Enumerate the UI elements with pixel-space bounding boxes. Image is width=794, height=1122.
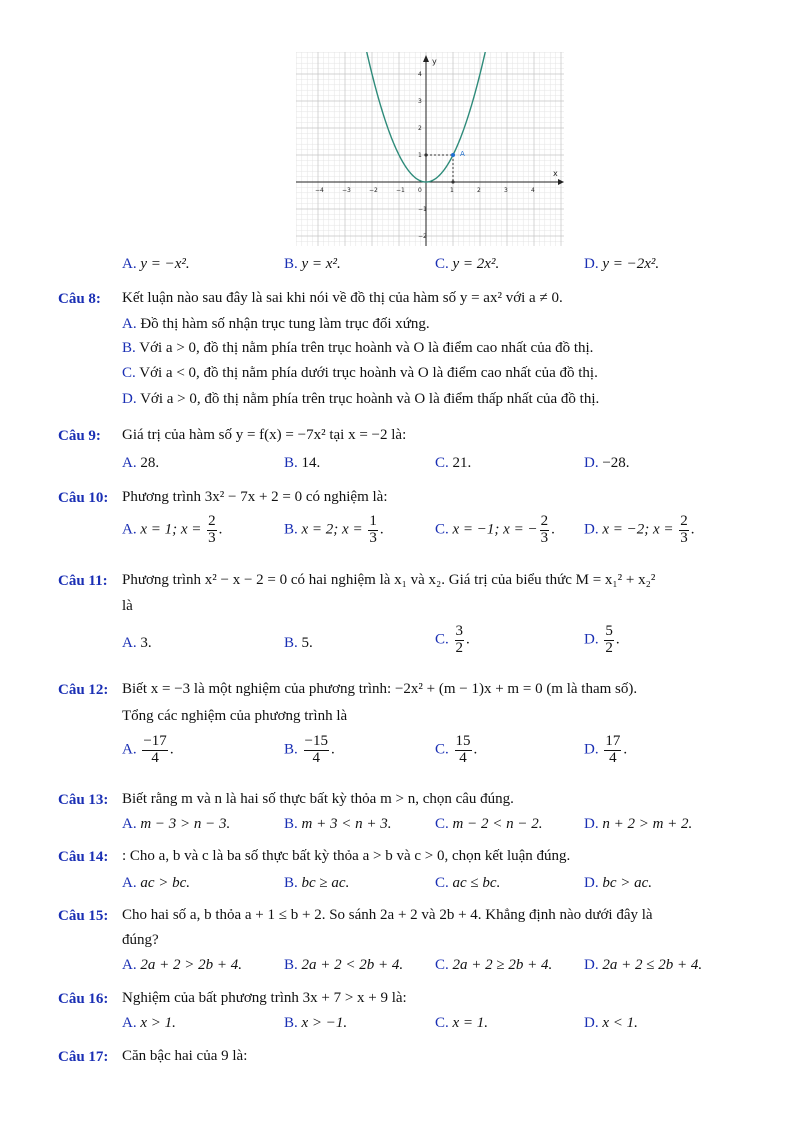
fraction-numerator: 3 <box>455 623 464 639</box>
q9-option-c: C. 21. <box>435 455 472 471</box>
y-tick-label: 4 <box>418 71 422 78</box>
q11-text: Phương trình x² − x − 2 = 0 có hai nghiệm là x₁ và x₂. Giá trị của biểu thức M = x₁² + x₂² <box>122 572 656 588</box>
x-tick-label: 3 <box>504 187 508 194</box>
q15-text-cont: đúng? <box>122 932 159 948</box>
fraction-numerator: 15 <box>455 733 471 749</box>
fraction-numerator: 17 <box>605 733 621 749</box>
point-a-label: A <box>460 150 465 158</box>
q15-text: Cho hai số a, b thỏa a + 1 ≤ b + 2. So sánh 2a + 2 và 2b + 4. Khẳng định nào dưới đây là <box>122 907 653 923</box>
fraction-denominator: 4 <box>312 749 320 766</box>
q7-option-b: B. y = x². <box>284 256 341 272</box>
fraction-numerator: 2 <box>540 513 549 529</box>
q8-text: Kết luận nào sau đây là sai khi nói về đồ thị của hàm số y = ax² với a ≠ 0. <box>122 290 563 306</box>
q15-option-d: D. 2a + 2 ≤ 2b + 4. <box>584 957 703 973</box>
q16-text: Nghiệm của bất phương trình 3x + 7 > x + 9 là: <box>122 990 407 1006</box>
q11-option-a: A. 3. <box>122 635 152 651</box>
x-tick-label: −2 <box>369 187 378 194</box>
x-tick-label: −1 <box>396 187 405 194</box>
q10-option-d: D. x = −2; x = $\frac{2}{3}$ . <box>584 513 695 546</box>
q8-option-c: C. Với a < 0, đồ thị nằm phía dưới trục hoành và O là điểm cao nhất của đồ thị. <box>122 365 598 381</box>
q7-option-a: A. y = −x². <box>122 256 190 272</box>
q16-option-c: C. x = 1. <box>435 1015 489 1031</box>
point-on-y-axis <box>424 153 427 156</box>
fraction-numerator: −15 <box>304 733 328 749</box>
q15-label: Câu 15: <box>58 908 109 924</box>
q12-option-b: B. $\frac{-15}{4}$ . <box>284 733 335 766</box>
q10-option-c: C. x = −1; x = − $\frac{2}{3}$ . <box>435 513 555 546</box>
y-tick-label: −2 <box>418 233 427 240</box>
q13-option-a: A. m − 3 > n − 3. <box>122 816 231 832</box>
q13-option-d: D. n + 2 > m + 2. <box>584 816 693 832</box>
q12-option-d: D. $\frac{17}{4}$ . <box>584 733 628 766</box>
x-tick-label: 4 <box>531 187 535 194</box>
q12-label: Câu 12: <box>58 682 109 698</box>
q14-option-c: C. ac ≤ bc. <box>435 875 501 891</box>
q11-label: Câu 11: <box>58 573 108 589</box>
q15-option-b: B. 2a + 2 < 2b + 4. <box>284 957 404 973</box>
q14-option-d: D. bc > ac. <box>584 875 653 891</box>
q14-text: : Cho a, b và c là ba số thực bất kỳ thỏa a > b và c > 0, chọn kết luận đúng. <box>122 848 571 864</box>
q9-option-d: D. −28. <box>584 455 630 471</box>
fraction-numerator: 1 <box>369 513 377 529</box>
point-a <box>451 153 455 157</box>
fraction-denominator: 3 <box>369 529 377 546</box>
q13-option-b: B. m + 3 < n + 3. <box>284 816 392 832</box>
fraction-denominator: 2 <box>605 639 613 656</box>
q14-option-a: A. ac > bc. <box>122 875 191 891</box>
q8-option-b: B. Với a > 0, đồ thị nằm phía trên trục hoành và O là điểm cao nhất của đồ thị. <box>122 340 594 356</box>
fraction-denominator: 2 <box>455 639 464 656</box>
y-tick-label: 2 <box>418 125 422 132</box>
q12-option-c: C. $\frac{15}{4}$ . <box>435 733 478 766</box>
q13-option-c: C. m − 2 < n − 2. <box>435 816 543 832</box>
parabola-graph <box>296 52 564 246</box>
q8-option-d: D. Với a > 0, đồ thị nằm phía trên trục hoành và O là điểm thấp nhất của đồ thị. <box>122 391 600 407</box>
fraction-denominator: 4 <box>151 749 159 766</box>
x-tick-label: −4 <box>315 187 324 194</box>
y-tick-label: −1 <box>418 206 427 213</box>
q17-text: Căn bậc hai của 9 là: <box>122 1048 248 1064</box>
q11-option-c: C. $\frac{3}{2}$ . <box>435 623 470 656</box>
q9-label: Câu 9: <box>58 428 101 444</box>
y-tick-label: 1 <box>418 152 422 159</box>
q12-text: Biết x = −3 là một nghiệm của phương trình: −2x² + (m − 1)x + m = 0 (m là tham số). <box>122 681 638 697</box>
y-tick-label: 3 <box>418 98 422 105</box>
fraction-numerator: 2 <box>208 513 216 529</box>
q9-option-b: B. 14. <box>284 455 321 471</box>
x-tick-label: 2 <box>477 187 481 194</box>
x-tick-label: −3 <box>342 187 351 194</box>
q15-option-c: C. 2a + 2 ≥ 2b + 4. <box>435 957 553 973</box>
fraction-denominator: 3 <box>540 529 549 546</box>
y-axis-label: y <box>432 57 437 66</box>
q11-option-b: B. 5. <box>284 635 313 651</box>
q12-text-cont: Tổng các nghiệm của phương trình là <box>122 708 348 724</box>
q8-option-a: A. Đồ thị hàm số nhận trục tung làm trục đối xứng. <box>122 316 430 332</box>
q14-label: Câu 14: <box>58 849 109 865</box>
fraction-denominator: 3 <box>208 529 216 546</box>
q16-option-a: A. x > 1. <box>122 1015 176 1031</box>
q17-label: Câu 17: <box>58 1049 109 1065</box>
q13-text: Biết rằng m và n là hai số thực bất kỳ thỏa m > n, chọn câu đúng. <box>122 791 514 807</box>
q11-text-cont: là <box>122 598 133 614</box>
q10-label: Câu 10: <box>58 490 109 506</box>
q10-text: Phương trình 3x² − 7x + 2 = 0 có nghiệm là: <box>122 489 388 505</box>
q7-option-d: D. y = −2x². <box>584 256 660 272</box>
point-on-x-axis <box>451 180 454 183</box>
x-axis-label: x <box>553 169 558 178</box>
fraction-denominator: 3 <box>680 529 688 546</box>
grid <box>296 52 564 246</box>
q16-option-d: D. x < 1. <box>584 1015 638 1031</box>
q11-option-d: D. $\frac{5}{2}$ . <box>584 623 620 656</box>
q12-option-a: A. $\frac{-17}{4}$ . <box>122 733 174 766</box>
fraction-numerator: −17 <box>143 733 167 749</box>
origin-label: 0 <box>418 187 422 194</box>
q16-option-b: B. x > −1. <box>284 1015 348 1031</box>
fraction-denominator: 4 <box>609 749 617 766</box>
q14-option-b: B. bc ≥ ac. <box>284 875 350 891</box>
fraction-denominator: 4 <box>459 749 467 766</box>
q13-label: Câu 13: <box>58 792 109 808</box>
q10-option-a: A. x = 1; x = $\frac{2}{3}$ . <box>122 513 223 546</box>
q9-text: Giá trị của hàm số y = f(x) = −7x² tại x = −2 là: <box>122 427 407 443</box>
q15-option-a: A. 2a + 2 > 2b + 4. <box>122 957 242 973</box>
q7-option-c: C. y = 2x². <box>435 256 500 272</box>
x-tick-label: 1 <box>450 187 454 194</box>
q10-option-b: B. x = 2; x = $\frac{1}{3}$ . <box>284 513 384 546</box>
q16-label: Câu 16: <box>58 991 109 1007</box>
fraction-numerator: 2 <box>680 513 688 529</box>
axes <box>296 55 564 246</box>
q8-label: Câu 8: <box>58 291 101 307</box>
fraction-numerator: 5 <box>605 623 613 639</box>
q9-option-a: A. 28. <box>122 455 160 471</box>
